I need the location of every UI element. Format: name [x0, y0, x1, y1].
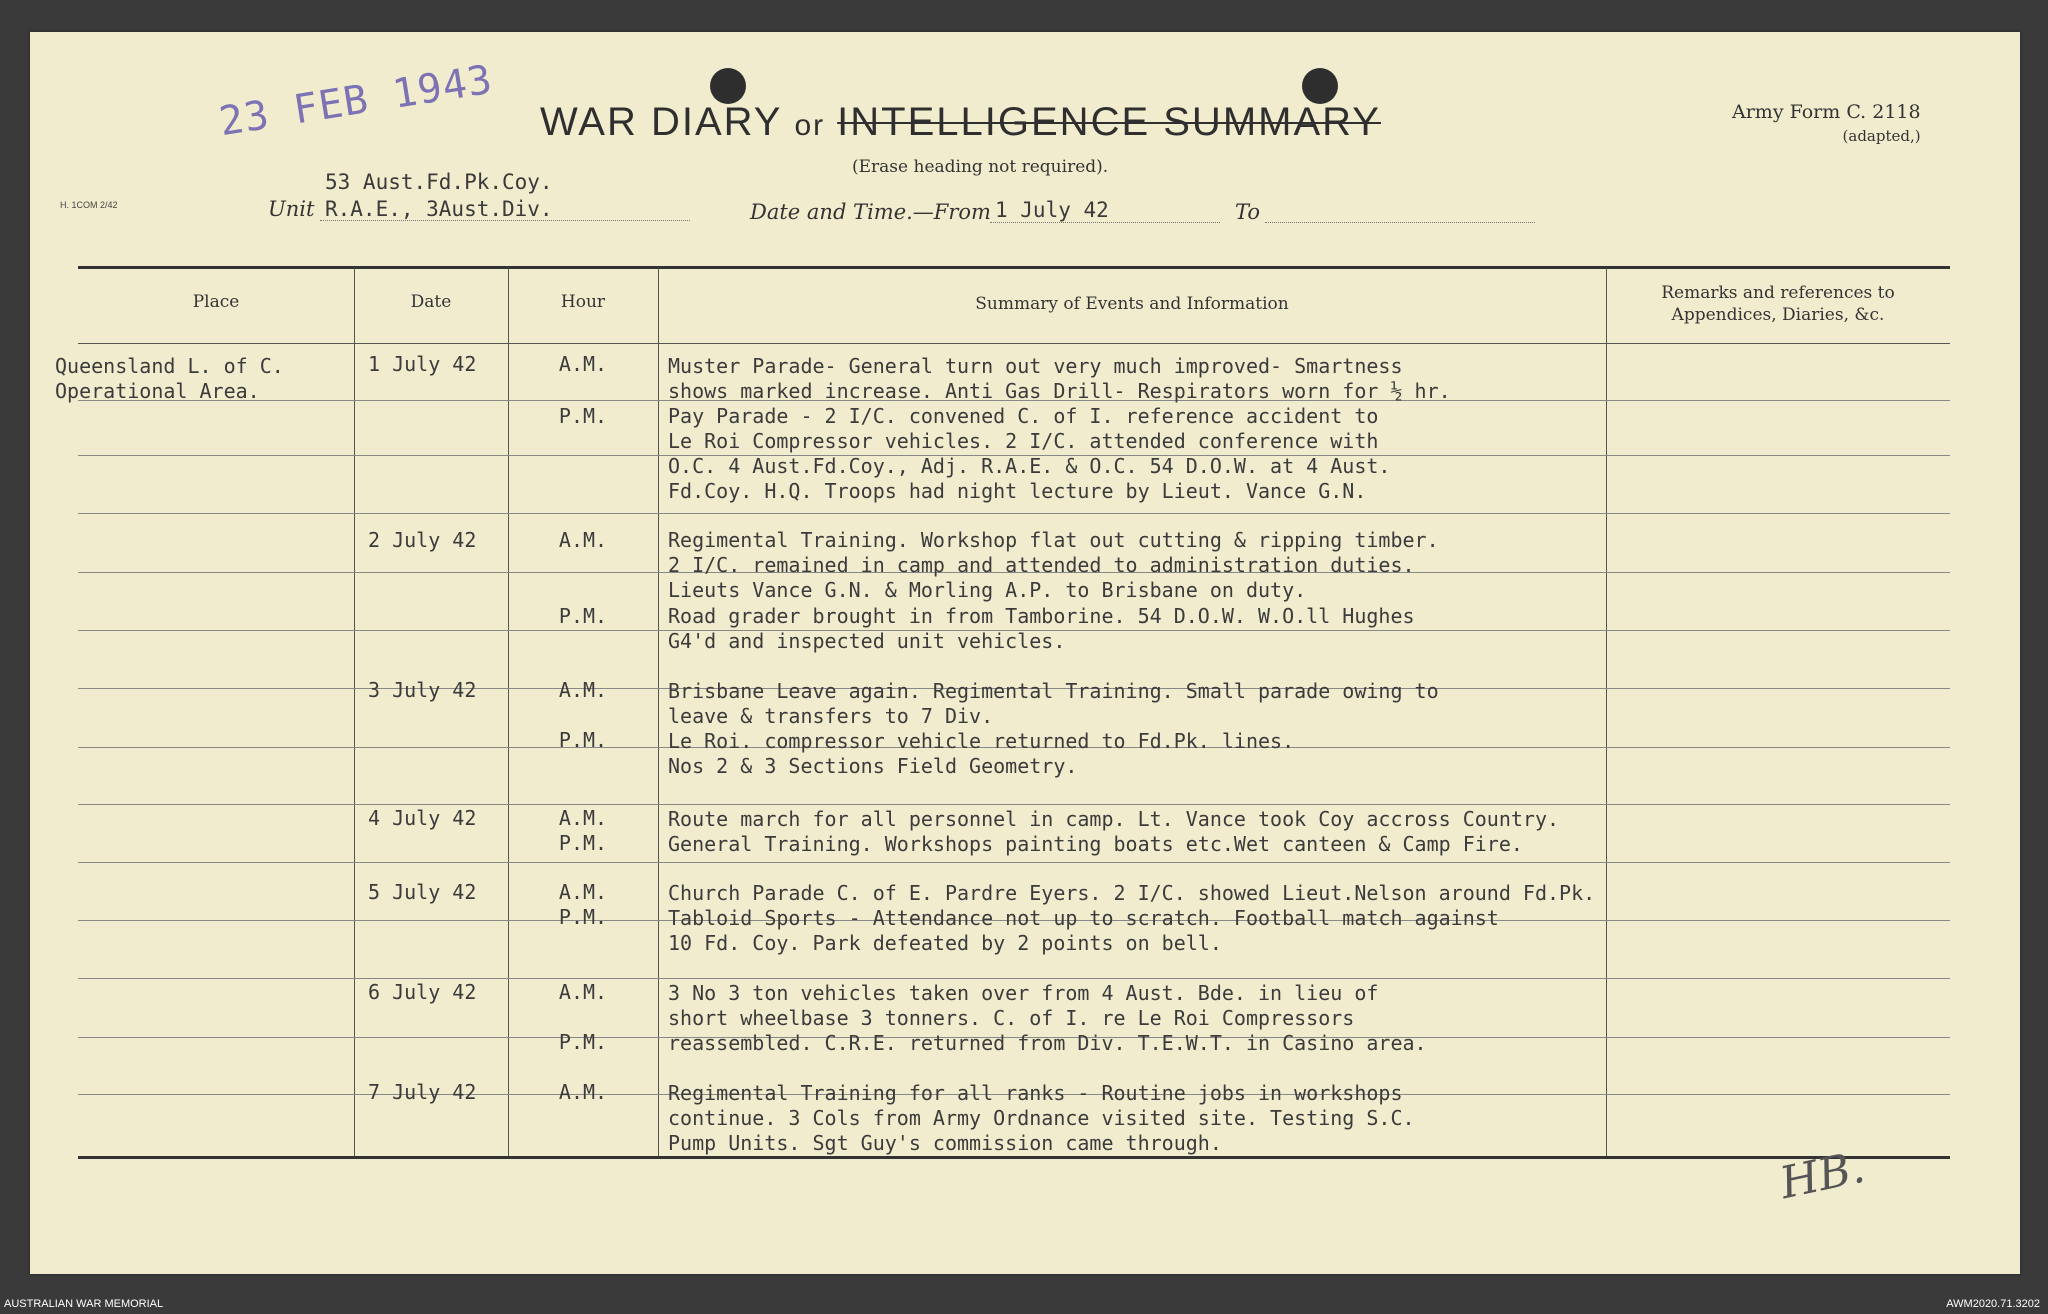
summary-line: Muster Parade- General turn out very much improved- Smartness [668, 354, 1403, 378]
title-main: WAR DIARY [540, 100, 783, 144]
summary-line: Regimental Training. Workshop flat out cutting & ripping timber. [668, 528, 1439, 552]
entry-hour: A.M. [558, 528, 608, 552]
title-struck: INTELLIGENCE SUMMARY [837, 100, 1381, 144]
ruled-line [78, 978, 1950, 979]
column-header-date: Date [410, 292, 452, 312]
summary-line: short wheelbase 3 tonners. C. of I. re Le Roi Compressors [668, 1006, 1355, 1030]
entry-hour: P.M. [558, 1030, 608, 1054]
entry-hour: P.M. [558, 728, 608, 752]
summary-line: Brisbane Leave again. Regimental Training. Small parade owing to [668, 679, 1439, 703]
entry-hour: A.M. [558, 880, 608, 904]
summary-line: Pay Parade - 2 I/C. convened C. of I. reference accident to [668, 404, 1379, 428]
entry-hour: A.M. [558, 1080, 608, 1104]
column-header-hour: Hour [560, 292, 606, 312]
summary-line: leave & transfers to 7 Div. [668, 704, 994, 728]
entry-date: 7 July 42 [368, 1080, 477, 1104]
signature: HB. [1775, 1141, 1870, 1210]
entry-hour: P.M. [558, 831, 608, 855]
column-divider [658, 268, 659, 1156]
punch-hole [1302, 68, 1338, 104]
summary-line: Le Roi Compressor vehicles. 2 I/C. attended conference with [668, 429, 1379, 453]
summary-line: Nos 2 & 3 Sections Field Geometry. [668, 754, 1078, 778]
place-line-2: Operational Area. [55, 379, 260, 403]
summary-line: General Training. Workshops painting boats etc.Wet canteen & Camp Fire. [668, 832, 1523, 856]
entry-date: 6 July 42 [368, 980, 477, 1004]
summary-line: reassembled. C.R.E. returned from Div. T.E.W.T. in Casino area. [668, 1031, 1427, 1055]
column-header-summary: Summary of Events and Information [975, 294, 1289, 314]
column-divider [508, 268, 509, 1156]
unit-line-1: 53 Aust.Fd.Pk.Coy. [325, 170, 553, 194]
ruled-line [78, 804, 1950, 805]
summary-line: shows marked increase. Anti Gas Drill- Respirators worn for ½ hr. [668, 379, 1451, 403]
table-top-rule [78, 266, 1950, 269]
unit-label: Unit [268, 197, 315, 221]
summary-line: 2 I/C. remained in camp and attended to administration duties. [668, 553, 1415, 577]
table-bottom-rule [78, 1156, 1950, 1159]
column-header-remarks [1606, 282, 1950, 326]
remarks-header-line-2: Appendices, Diaries, &c. [1671, 305, 1885, 325]
entry-hour: A.M. [558, 806, 608, 830]
summary-line: Tabloid Sports - Attendance not up to scratch. Football match against [668, 906, 1499, 930]
summary-line: O.C. 4 Aust.Fd.Coy., Adj. R.A.E. & O.C. 54 D.O.W. at 4 Aust. [668, 454, 1391, 478]
column-divider [1606, 268, 1607, 1156]
archive-reference: AWM2020.71.3202 [1946, 1298, 2040, 1310]
column-divider [354, 268, 355, 1156]
title-or: or [794, 109, 826, 142]
unit-line-2: R.A.E., 3Aust.Div. [325, 197, 553, 221]
summary-line: Pump Units. Sgt Guy's commission came through. [668, 1131, 1222, 1155]
date-stamp: 23 FEB 1943 [216, 56, 496, 146]
summary-line: Le Roi. compressor vehicle returned to Fd.Pk. lines. [668, 729, 1295, 753]
form-code: H. 1COM 2/42 [60, 200, 118, 210]
unit-dotted-line [320, 220, 690, 221]
entry-date: 1 July 42 [368, 352, 477, 376]
summary-line: Church Parade C. of E. Pardre Eyers. 2 I/C. showed Lieut.Nelson around Fd.Pk. [668, 881, 1596, 905]
summary-line: 3 No 3 ton vehicles taken over from 4 Aust. Bde. in lieu of [668, 981, 1379, 1005]
erase-note: (Erase heading not required). [852, 157, 1109, 177]
column-header-place: Place [192, 292, 240, 312]
army-form-number: Army Form C. 2118 [1732, 101, 1921, 123]
datetime-label: Date and Time.—From [750, 200, 991, 224]
page-title [540, 100, 1381, 145]
to-dotted-line [1265, 222, 1535, 223]
summary-line: Road grader brought in from Tamborine. 54 D.O.W. W.O.ll Hughes [668, 604, 1415, 628]
header-divider [78, 343, 1950, 344]
entry-hour: P.M. [558, 905, 608, 929]
entry-hour: P.M. [558, 604, 608, 628]
place-line-1: Queensland L. of C. [55, 354, 284, 378]
to-label: To [1235, 200, 1261, 224]
entry-hour: A.M. [558, 678, 608, 702]
summary-line: 10 Fd. Coy. Park defeated by 2 points on bell. [668, 931, 1222, 955]
summary-line: Route march for all personnel in camp. Lt. Vance took Coy accross Country. [668, 807, 1560, 831]
punch-hole [710, 68, 746, 104]
entry-date: 3 July 42 [368, 678, 477, 702]
ruled-line [78, 513, 1950, 514]
entry-hour: A.M. [558, 352, 608, 376]
entry-hour: P.M. [558, 404, 608, 428]
summary-line: G4'd and inspected unit vehicles. [668, 629, 1066, 653]
army-form-label [1732, 100, 1921, 148]
entry-date: 5 July 42 [368, 880, 477, 904]
army-form-sub: (adapted,) [1842, 127, 1921, 145]
summary-line: Regimental Training for all ranks - Routine jobs in workshops [668, 1081, 1403, 1105]
archive-credit: AUSTRALIAN WAR MEMORIAL [4, 1298, 164, 1310]
remarks-header-line-1: Remarks and references to [1661, 283, 1895, 303]
datetime-from: 1 July 42 [995, 198, 1109, 222]
summary-line: Fd.Coy. H.Q. Troops had night lecture by Lieut. Vance G.N. [668, 479, 1367, 503]
summary-line: continue. 3 Cols from Army Ordnance visited site. Testing S.C. [668, 1106, 1415, 1130]
summary-line: Lieuts Vance G.N. & Morling A.P. to Brisbane on duty. [668, 578, 1307, 602]
entry-hour: A.M. [558, 980, 608, 1004]
entry-date: 4 July 42 [368, 806, 477, 830]
entry-date: 2 July 42 [368, 528, 477, 552]
ruled-line [78, 862, 1950, 863]
from-dotted-line [990, 222, 1220, 223]
